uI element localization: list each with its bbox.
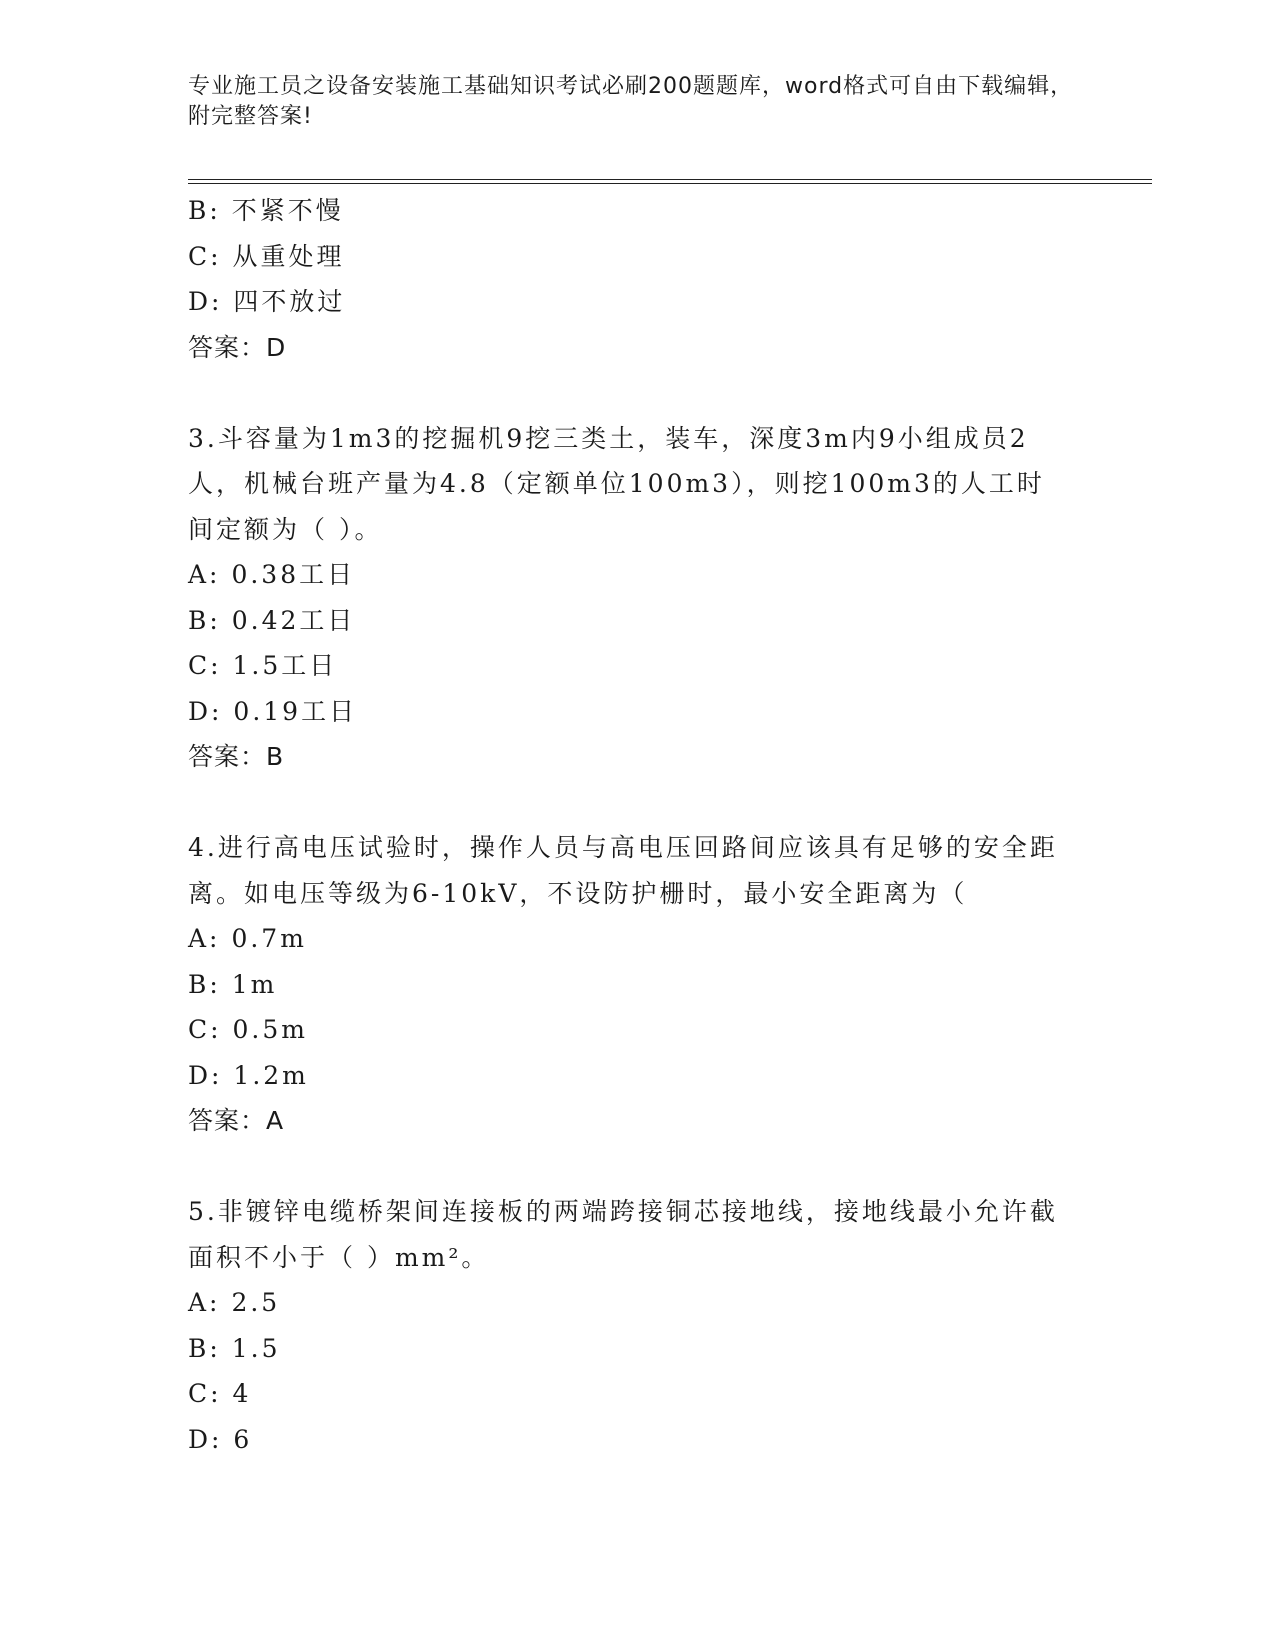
option-b	[188, 188, 1078, 234]
answer-line: 答案：D	[188, 332, 287, 362]
option-c	[188, 1007, 1078, 1053]
question-text: 3.斗容量为1m3的挖掘机9挖三类土，装车，深度3m内9小组成员2人，机械台班产量为4.8（定额单位100m3），则挖100m3的人工时间定额为（ ）。	[188, 423, 1045, 544]
answer-line: 答案：B	[188, 742, 285, 771]
question-4	[188, 825, 1078, 1144]
option-text: 1m	[231, 969, 278, 999]
option-text: 1.2m	[233, 1060, 309, 1090]
option-c	[188, 234, 1078, 280]
option-d	[188, 279, 1078, 325]
question-5	[188, 1189, 1078, 1462]
option-text: 4	[232, 1379, 252, 1408]
option-text: 1.5	[231, 1333, 281, 1363]
option-label: B:	[188, 1333, 221, 1363]
option-d	[188, 689, 1078, 735]
option-label: B:	[188, 196, 221, 225]
option-a	[188, 916, 1078, 962]
spacer	[188, 1144, 1078, 1190]
option-d	[188, 1053, 1078, 1099]
question-2-tail	[188, 188, 1078, 370]
option-c	[188, 643, 1078, 689]
option-text: 0.38工日	[231, 560, 356, 589]
option-text: 从重处理	[232, 241, 345, 271]
option-label: D:	[188, 696, 223, 726]
option-label: A:	[188, 924, 221, 953]
option-label: D:	[188, 1424, 223, 1454]
option-label: A:	[188, 560, 221, 589]
option-text: 1.5工日	[232, 651, 338, 680]
document-title: 专业施工员之设备安装施工基础知识考试必刷200题题库，word格式可自由下载编辑，附完整答案!	[188, 74, 1074, 129]
option-label: C:	[188, 1379, 222, 1408]
option-d	[188, 1417, 1078, 1463]
option-b	[188, 1326, 1078, 1372]
question-text: 4.进行高电压试验时，操作人员与高电压回路间应该具有足够的安全距离。如电压等级为6-10kV，不设防护栅时，最小安全距离为（	[188, 833, 1058, 908]
question-text: 5.非镀锌电缆桥架间连接板的两端跨接铜芯接地线，接地线最小允许截面积不小于（ ）mm²。	[188, 1197, 1058, 1272]
option-text: 0.19工日	[233, 696, 358, 726]
option-label: C:	[188, 1015, 222, 1044]
header-divider	[188, 179, 1152, 184]
option-b	[188, 598, 1078, 644]
spacer	[188, 370, 1078, 416]
page-header	[188, 72, 1078, 132]
option-label: C:	[188, 651, 222, 680]
option-label: A:	[188, 1288, 221, 1317]
spacer	[188, 780, 1078, 826]
option-text: 2.5	[231, 1288, 281, 1317]
option-label: D:	[188, 1060, 223, 1090]
option-text: 0.42工日	[231, 605, 356, 635]
option-text: 6	[233, 1424, 253, 1454]
option-b	[188, 962, 1078, 1008]
answer-line: 答案：A	[188, 1106, 285, 1135]
option-c	[188, 1371, 1078, 1417]
option-a	[188, 1280, 1078, 1326]
option-label: D:	[188, 287, 223, 316]
question-3	[188, 416, 1078, 780]
question-list	[188, 188, 1078, 1462]
option-a	[188, 552, 1078, 598]
option-label: C:	[188, 241, 222, 271]
option-text: 0.7m	[231, 924, 307, 953]
option-text: 不紧不慢	[231, 196, 344, 225]
option-text: 0.5m	[232, 1015, 308, 1044]
option-label: B:	[188, 605, 221, 635]
option-text: 四不放过	[233, 287, 346, 316]
option-label: B:	[188, 969, 221, 999]
